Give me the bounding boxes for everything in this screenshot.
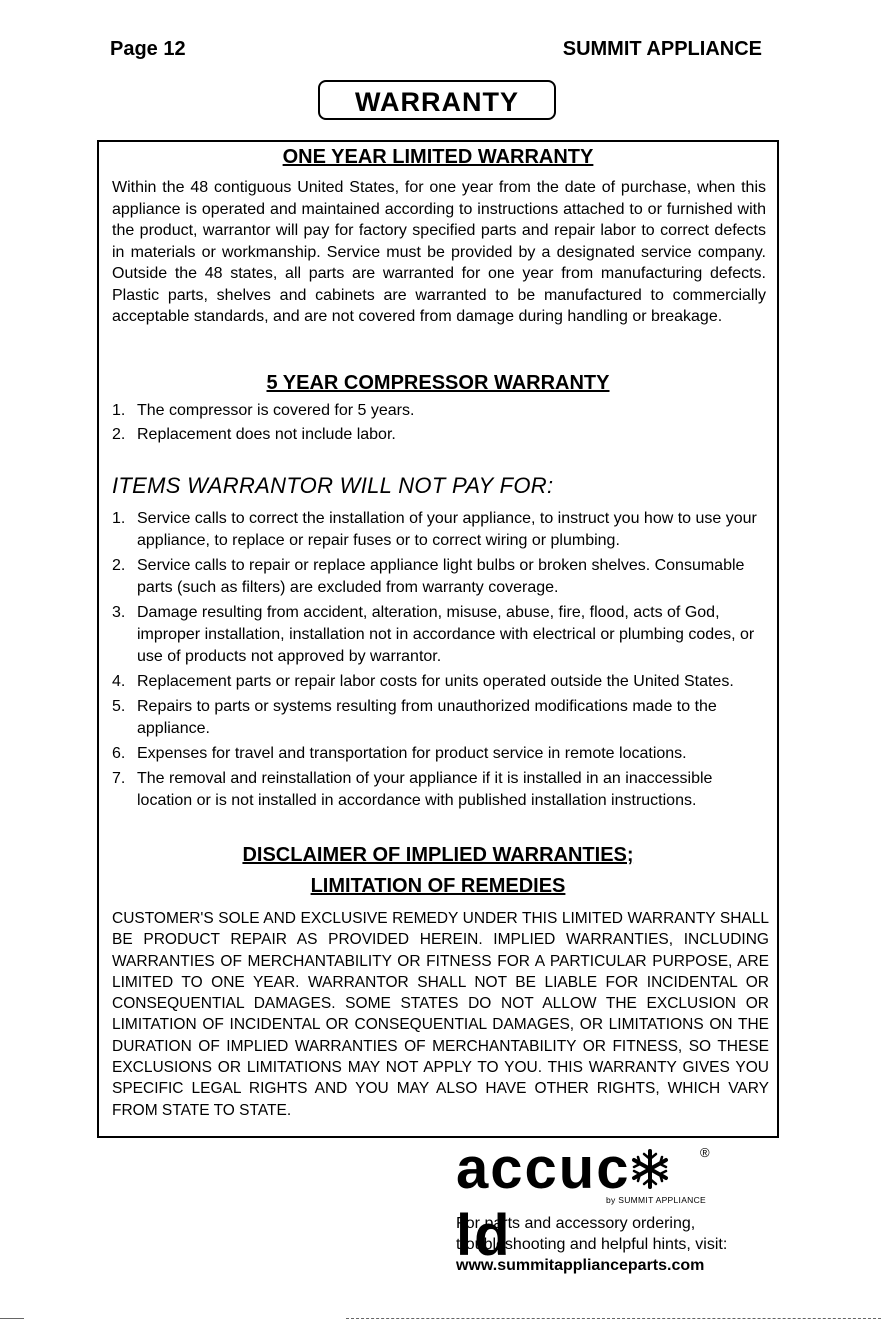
list-item: 6. Expenses for travel and transportation for product service in remote locations.: [112, 745, 687, 762]
divider: [346, 1318, 881, 1319]
compressor-list: [112, 399, 766, 447]
list-item: 7. The removal and reinstallation of your appliance if it is installed in an inaccessible location or is not installed in accordance with published installation instructions.: [112, 770, 713, 809]
disclaimer-text: CUSTOMER'S SOLE AND EXCLUSIVE REMEDY UNDER THIS LIMITED WARRANTY SHALL BE PRODUCT REPAIR AS PROVIDED HEREIN. IMPLIED WARRANTIES, INCLUDING WARRANTIES OF MERCHANTABILITY OR FITNESS FOR A PARTICULAR PURPOSE, ARE LIMITED TO ONE YEAR. WARRANTOR SHALL NOT BE LIABLE FOR INCIDENTAL OR CONSEQUENTIAL DAMAGES. SOME STATES DO NOT ALLOW THE EXCLUSION OR LIMITATION OF INCIDENTAL OR CONSEQUENTIAL DAMAGES, OR LIMITATIONS ON THE DURATION OF IMPLIED WARRANTIES OF MERCHANTABILITY OR FITNESS, SO THESE EXCLUSIONS OR LIMITATIONS MAY NOT APPLY TO YOU. THIS WARRANTY GIVES YOU SPECIFIC LEGAL RIGHTS AND YOU MAY ALSO HAVE OTHER RIGHTS, WHICH VARY FROM STATE TO STATE.: [112, 910, 769, 1119]
snowflake-icon: [630, 1135, 670, 1202]
list-item: 2. Service calls to repair or replace appliance light bulbs or broken shelves. Consumable parts (such as filters) are excluded from warranty coverage.: [112, 557, 745, 596]
list-item: 1. The compressor is covered for 5 years.: [112, 402, 415, 419]
divider: [0, 1318, 24, 1319]
footer-line-2: troubleshooting and helpful hints, visit:: [456, 1236, 728, 1253]
logo-wordmark: accucld: [456, 1135, 716, 1269]
logo-byline: by SUMMIT APPLIANCE: [606, 1195, 707, 1205]
list-item: 5. Repairs to parts or systems resulting from unauthorized modifications made to the appliance.: [112, 698, 717, 737]
page-title: WARRANTY: [318, 80, 556, 120]
exclusions-list: [112, 508, 766, 812]
brand-header: SUMMIT APPLIANCE: [562, 38, 762, 60]
one-year-text: Within the 48 contiguous United States, for one year from the date of purchase, when this appliance is operated and maintained according to instructions attached to or furnished with the product, warrantor will pay for factory specified parts and repair labor to correct defects in materials or workmanship. Service must be provided by a designated service company. Outside the 48 states, all parts are warranted for one year from manufacturing defects. Plastic parts, shelves and cabinets are warranted to be manufactured to commercially acceptable standards, and are not covered from damage during handling or breakage.: [112, 179, 766, 325]
list-item: 3. Damage resulting from accident, alteration, misuse, abuse, fire, flood, acts of God, improper installation, installation not in accordance with electrical or plumbing codes, or use of products not approved by warrantor.: [112, 604, 755, 665]
limitation-heading: LIMITATION OF REMEDIES: [310, 875, 566, 897]
warranty-box: [97, 140, 779, 1138]
list-item: 4. Replacement parts or repair labor costs for units operated outside the United States.: [112, 673, 734, 690]
exclusions-heading: ITEMS WARRANTOR WILL NOT PAY FOR:: [112, 473, 554, 498]
list-item: 2. Replacement does not include labor.: [112, 426, 396, 443]
footer-line-1: For parts and accessory ordering,: [456, 1215, 696, 1232]
registered-mark: ®: [700, 1145, 710, 1160]
list-item: 1. Service calls to correct the installation of your appliance, to instruct you how to use your appliance, to replace or repair fuses or to correct wiring or plumbing.: [112, 510, 757, 549]
compressor-heading: 5 YEAR COMPRESSOR WARRANTY: [266, 372, 610, 394]
disclaimer-heading: DISCLAIMER OF IMPLIED WARRANTIES;: [242, 844, 634, 866]
page-number: Page 12: [110, 38, 186, 60]
one-year-heading: ONE YEAR LIMITED WARRANTY: [282, 146, 594, 168]
parts-url-link[interactable]: www.summitapplianceparts.com: [456, 1257, 705, 1274]
footer-info: [456, 1213, 727, 1276]
